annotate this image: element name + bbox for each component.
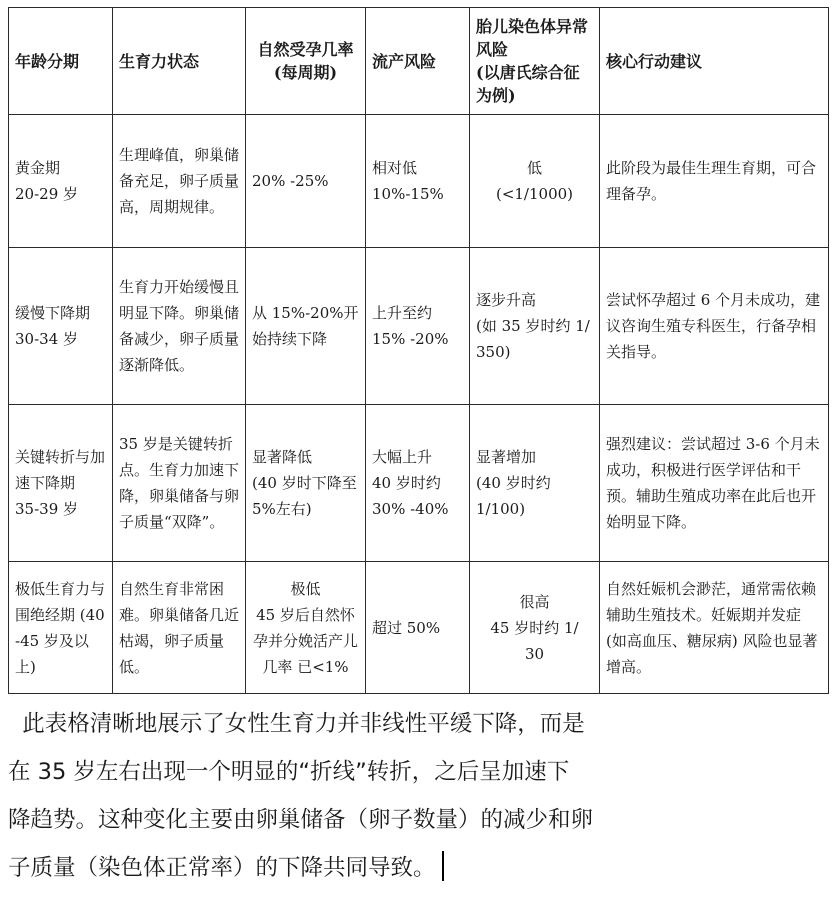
cell-fertility-status: 自然生育非常困难。卵巢储备几近枯竭，卵子质量低。 [113,562,246,694]
header-age-stage: 年龄分期 [9,8,113,115]
paragraph-line: 在 35 岁左右出现一个明显的“折线”转折，之后呈加速下 [8,759,570,785]
cell-chromosome-risk: 显著增加 (40 岁时约 1/100) [470,405,600,562]
cell-natural-conception: 从 15%-20%开始持续下降 [246,248,366,405]
cell-chromosome-risk: 低 (<1/1000) [470,115,600,248]
header-chromosome-risk: 胎儿染色体异常风险 (以唐氏综合征为例) [470,8,600,115]
cell-fertility-status: 生育力开始缓慢且明显下降。卵巢储备减少，卵子质量逐渐降低。 [113,248,246,405]
cell-fertility-status: 35 岁是关键转折点。生育力加速下降，卵巢储备与卵子质量“双降”。 [113,405,246,562]
cell-age-stage: 关键转折与加速下降期 35-39 岁 [9,405,113,562]
cell-core-advice: 此阶段为最佳生理生育期，可合理备孕。 [600,115,829,248]
fertility-table [8,7,829,694]
cell-age-stage: 黄金期 20-29 岁 [9,115,113,248]
cell-core-advice: 尝试怀孕超过 6 个月未成功，建议咨询生殖专科医生，行备孕相关指导。 [600,248,829,405]
table-row [9,405,829,562]
cell-miscarriage-risk: 相对低 10%-15% [366,115,470,248]
cell-miscarriage-risk: 超过 50% [366,562,470,694]
cell-chromosome-risk: 很高 45 岁时约 1/ 30 [470,562,600,694]
table-header-row [9,8,829,115]
cell-miscarriage-risk: 大幅上升 40 岁时约 30% -40% [366,405,470,562]
summary-paragraph [8,700,828,892]
header-miscarriage-risk: 流产风险 [366,8,470,115]
cell-chromosome-risk: 逐步升高 (如 35 岁时约 1/350) [470,248,600,405]
header-natural-conception: 自然受孕几率 (每周期) [246,8,366,115]
cell-natural-conception: 20% -25% [246,115,366,248]
header-fertility-status: 生育力状态 [113,8,246,115]
text-cursor [442,851,444,881]
cell-natural-conception: 极低 45 岁后自然怀孕并分娩活产儿几率 已<1% [246,562,366,694]
table-row [9,248,829,405]
cell-natural-conception: 显著降低 (40 岁时下降至 5%左右) [246,405,366,562]
table-row [9,115,829,248]
document-page [8,7,832,892]
cell-core-advice: 强烈建议：尝试超过 3-6 个月未成功，积极进行医学评估和干预。辅助生殖成功率在此后也开始明显下降。 [600,405,829,562]
paragraph-line: 子质量（染色体正常率）的下降共同导致。 [8,855,436,881]
table-row [9,562,829,694]
paragraph-last-line [8,844,828,892]
cell-fertility-status: 生理峰值，卵巢储备充足，卵子质量高，周期规律。 [113,115,246,248]
cell-age-stage: 极低生育力与围绝经期 (40-45 岁及以上) [9,562,113,694]
paragraph-line: 此表格清晰地展示了女性生育力并非线性平缓下降，而是 [8,711,585,737]
cell-core-advice: 自然妊娠机会渺茫，通常需依赖辅助生殖技术。妊娠期并发症 (如高血压、糖尿病) 风险也显著增高。 [600,562,829,694]
cell-age-stage: 缓慢下降期 30-34 岁 [9,248,113,405]
paragraph-line: 降趋势。这种变化主要由卵巢储备（卵子数量）的减少和卵 [8,807,594,833]
cell-miscarriage-risk: 上升至约 15% -20% [366,248,470,405]
header-core-advice: 核心行动建议 [600,8,829,115]
